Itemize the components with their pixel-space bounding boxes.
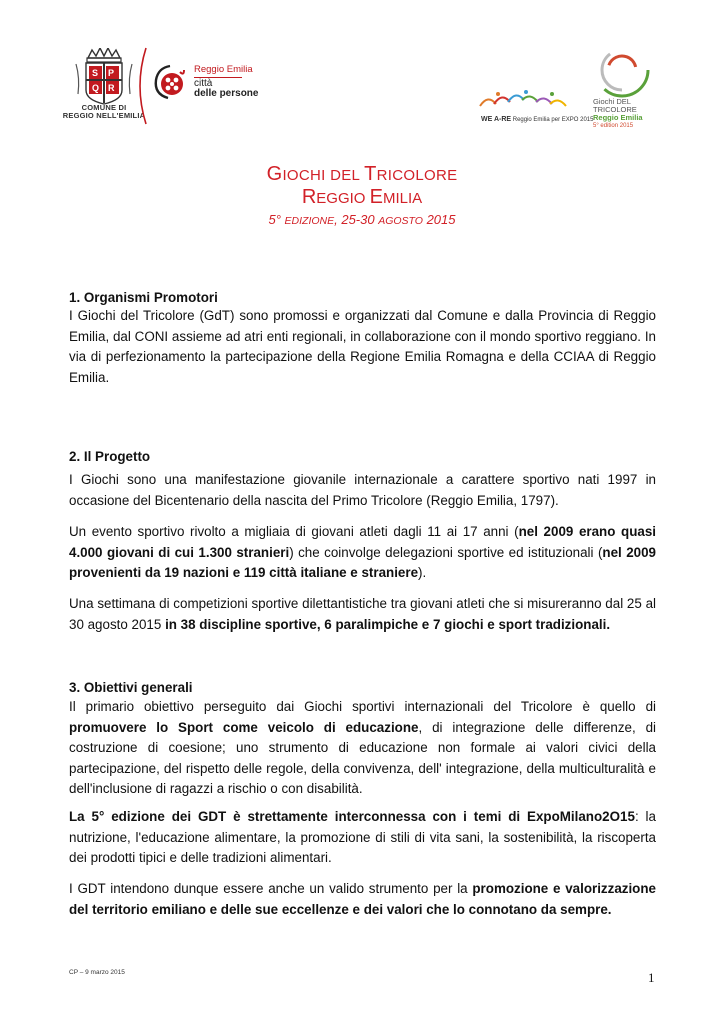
section-3-paragraph-2 bbox=[69, 807, 656, 869]
section-2-heading: 2. Il Progetto bbox=[69, 449, 151, 465]
expo-sub: Reggio Emilia per EXPO 2015 bbox=[512, 117, 594, 123]
giochi-line-4: 5° edition 2015 bbox=[593, 123, 634, 129]
citta-delle-persone-logo bbox=[150, 62, 192, 106]
s2p3-a: Una settimana di competizioni sportive dilettantistiche tra giovani atleti che si misureranno dal 25 al 30 agosto 2015 bbox=[69, 596, 656, 632]
section-3-paragraph-3 bbox=[69, 879, 656, 920]
section-1-heading: 1. Organismi Promotori bbox=[69, 290, 218, 306]
document-subtitle bbox=[0, 212, 724, 227]
shield-letter-p: P bbox=[108, 68, 115, 78]
s2p2-c: ) che coinvolge delegazioni sportive ed istituzionali ( bbox=[289, 544, 603, 560]
page-number: 1 bbox=[648, 970, 655, 985]
s2p3-b: in 38 discipline sportive, 6 paralimpiche e 7 giochi e sport tradizionali. bbox=[165, 616, 611, 632]
title-eggio: EGGIO bbox=[316, 190, 370, 207]
s2p2-b: nel 2009 erano quasi 4.000 giovani di cui 1.300 stranieri bbox=[69, 524, 656, 560]
s2p2-a: Un evento sportivo rivolto a migliaia di giovani atleti dagli 11 ai 17 anni ( bbox=[69, 524, 519, 539]
title-cap-g: G bbox=[266, 163, 283, 185]
giochi-tricolore-logo bbox=[590, 40, 656, 100]
giochi-line-1: Giochi DEL bbox=[593, 97, 631, 106]
giochi-tricolore-text bbox=[593, 98, 643, 130]
document-title-line-2 bbox=[0, 186, 724, 209]
s3p3-a: I GDT intendono dunque essere anche un valido strumento per la bbox=[69, 881, 473, 896]
s3p1-c: , di integrazione delle differenze, di costruzione di coesione; uno strumento di educazione non formale ai valori civici della partecipazione, del rispetto delle regole, della convivenza, dell' integrazione, della multiculturalità e dell'inclusione di ragazzi a rischio o con disabilità. bbox=[69, 719, 656, 797]
subtitle-part-c: , 25-30 bbox=[334, 212, 379, 227]
section-2-paragraph-1: I Giochi sono una manifestazione giovanile internazionale a carattere sportivo nati 1997 in occasione del Bicentenario della nascita del Primo Tricolore (Reggio Emilia, 1797). bbox=[69, 472, 656, 508]
shield-letter-r: R bbox=[108, 83, 115, 93]
title-cap-t: T bbox=[364, 163, 377, 185]
title-cap-e: E bbox=[369, 186, 383, 208]
expo-caption bbox=[481, 116, 593, 123]
title-iochi-del: IOCHI DEL bbox=[282, 167, 365, 184]
giochi-line-2: TRICOLORE bbox=[593, 105, 637, 114]
section-1-paragraph: I Giochi del Tricolore (GdT) sono promossi e organizzati dal Comune e dalla Provincia di Reggio Emilia, dal CONI assieme ad atri enti regionali, in collaborazione con il mondo sportivo reggiano. In via di perfezionamento la partecipazione della Regione Emilia Romagna e della CCIAA di Reggio Emilia. bbox=[69, 308, 656, 385]
section-3-paragraph-1 bbox=[69, 697, 656, 800]
citta-line-4: delle persone bbox=[194, 88, 259, 99]
subtitle-agosto: AGOSTO bbox=[378, 215, 423, 227]
giochi-line-3: Reggio Emilia bbox=[593, 113, 643, 122]
citta-line-3: città bbox=[194, 77, 213, 89]
s3p1-a: Il primario obiettivo perseguito dai Giochi sportivi internazionali del Tricolore è quello di bbox=[69, 699, 656, 714]
section-2-paragraph-2 bbox=[69, 522, 656, 584]
shield-letter-s: S bbox=[92, 68, 99, 78]
s3p3-b: promozione e valorizzazione del territorio emiliano e delle sue eccellenze e dei valori che lo connotano da sempre. bbox=[69, 881, 656, 917]
section-3-heading: 3. Obiettivi generali bbox=[69, 680, 193, 696]
citta-line-1: Reggio Emilia bbox=[194, 64, 253, 75]
s3p2-b: : la nutrizione, l'educazione alimentare, la promozione di stili di vita sani, la sostenibilità, la riscoperta dei prodotti tipici e delle tradizioni alimentari. bbox=[69, 809, 656, 866]
subtitle-part-e: 2015 bbox=[422, 212, 456, 227]
shield-letter-q: Q bbox=[92, 83, 100, 93]
footer-note: CP – 9 marzo 2015 bbox=[69, 969, 125, 976]
title-ricolore: RICOLORE bbox=[376, 167, 458, 184]
document-title-line-1 bbox=[0, 163, 724, 186]
s3p1-b: promuovere lo Sport come veicolo di educazione bbox=[69, 719, 419, 735]
divider-arc bbox=[132, 46, 152, 126]
citta-delle-persone-text bbox=[194, 65, 258, 100]
comune-line-1: COMUNE DI bbox=[81, 103, 127, 112]
s3p2-a: La 5° edizione dei GDT è strettamente interconnessa con i temi di ExpoMilano2O15 bbox=[69, 809, 635, 824]
subtitle-part-a: 5° bbox=[268, 212, 285, 227]
subtitle-edizione: EDIZIONE bbox=[284, 215, 335, 227]
title-milia: MILIA bbox=[382, 190, 423, 207]
s2p2-e: ). bbox=[418, 565, 427, 581]
comune-line-2: REGGIO NELL'EMILIA bbox=[62, 111, 146, 120]
s2p2-d: nel 2009 provenienti da 19 nazioni e 119 città italiane e straniere bbox=[69, 544, 657, 581]
expo-label: WE A-RE bbox=[481, 116, 512, 123]
we-are-expo-logo bbox=[478, 88, 568, 114]
section-2-paragraph-3 bbox=[69, 594, 656, 635]
title-cap-r: R bbox=[301, 186, 317, 208]
